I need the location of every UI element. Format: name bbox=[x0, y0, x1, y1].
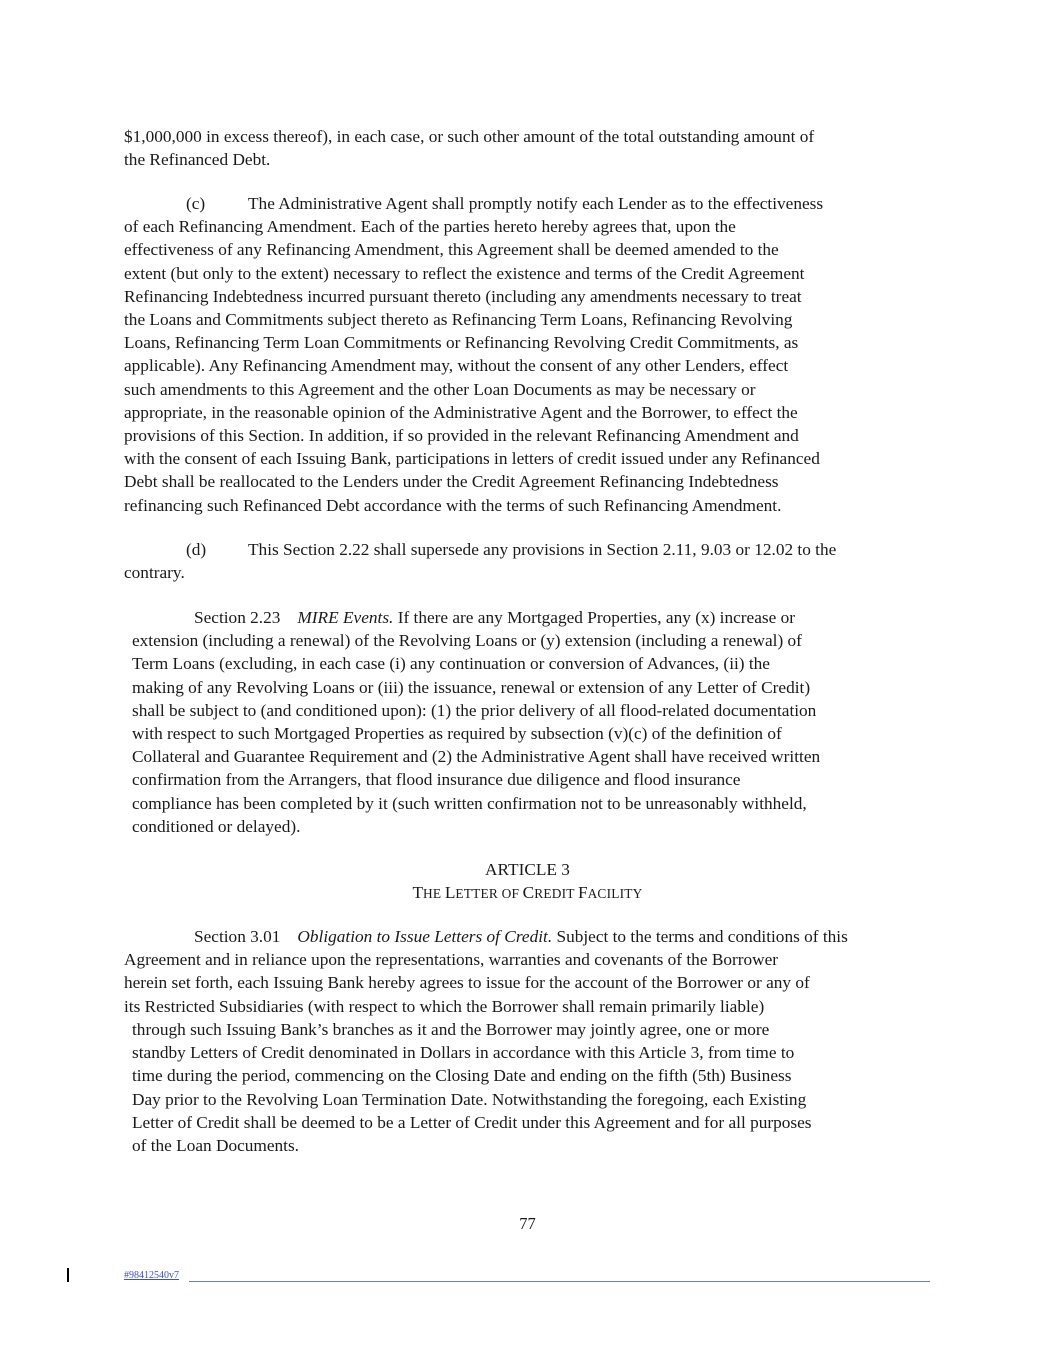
paragraph-d-line: contrary. bbox=[124, 563, 185, 583]
section-3-01-number: Section 3.01 bbox=[194, 927, 281, 946]
text-line: of each Refinancing Amendment. Each of the parties hereto hereby agrees that, upon the bbox=[124, 217, 736, 237]
paragraph-continuation bbox=[124, 125, 814, 171]
text-line: herein set forth, each Issuing Bank hereby agrees to issue for the account of the Borrower or any of bbox=[124, 973, 810, 993]
text-line: extent (but only to the extent) necessary to reflect the existence and terms of the Credit Agreement bbox=[124, 263, 805, 283]
text-line: $1,000,000 in excess thereof), in each case, or such other amount of the total outstanding amount of bbox=[124, 127, 815, 146]
article-title-initial: T bbox=[412, 883, 424, 902]
text-line: such amendments to this Agreement and the other Loan Documents as may be necessary or bbox=[124, 379, 756, 399]
section-2-23-first-line: Section 2.23 MIRE Events. If there are any Mortgaged Properties, any (x) increase or bbox=[194, 608, 795, 627]
text-line: refinancing such Refinanced Debt accordance with the terms of such Refinancing Amendment. bbox=[124, 495, 782, 515]
page-number: 77 bbox=[519, 1214, 536, 1233]
footer-rule bbox=[189, 1281, 930, 1282]
article-title-rest: REDIT bbox=[534, 886, 578, 901]
article-title-rest: ACILITY bbox=[587, 886, 643, 901]
article-number: ARTICLE 3 bbox=[485, 860, 570, 879]
text-line: Agreement and in reliance upon the representations, warranties and covenants of the Borrower bbox=[124, 950, 779, 970]
text-line: applicable). Any Refinancing Amendment may, without the consent of any other Lenders, effect bbox=[124, 356, 789, 376]
text-line: extension (including a renewal) of the Revolving Loans or (y) extension (including a renewal) of bbox=[132, 631, 802, 651]
paragraph-c bbox=[124, 192, 823, 517]
text-line: effectiveness of any Refinancing Amendment, this Agreement shall be deemed amended to the bbox=[124, 240, 779, 260]
text-line: compliance has been completed by it (such written confirmation not to be unreasonably withheld, bbox=[132, 793, 807, 813]
text-line: shall be subject to (and conditioned upon): (1) the prior delivery of all flood-related documentation bbox=[132, 700, 817, 720]
section-2-23 bbox=[132, 606, 820, 838]
article-title-initial: L bbox=[444, 883, 456, 902]
text-line: Collateral and Guarantee Requirement and (2) the Administrative Agent shall have received written bbox=[132, 747, 821, 767]
text-line: Refinancing Indebtedness incurred pursuant thereto (including any amendments necessary to treat bbox=[124, 286, 802, 306]
section-3-01-first-line: Section 3.01 Obligation to Issue Letters of Credit. Subject to the terms and conditions of this bbox=[194, 927, 848, 946]
section-3-01 bbox=[124, 925, 848, 1018]
footer-document-id: #98412540v7 bbox=[124, 1270, 179, 1281]
text-line: Loans, Refinancing Term Loan Commitments or Refinancing Revolving Credit Commitments, as bbox=[124, 333, 799, 353]
paragraph-d-label: (d) bbox=[186, 540, 207, 559]
text-line: Day prior to the Revolving Loan Termination Date. Notwithstanding the foregoing, each Existing bbox=[132, 1089, 807, 1109]
text-line: conditioned or delayed). bbox=[132, 816, 301, 836]
paragraph-c-label: (c) bbox=[186, 194, 206, 213]
paragraph-d bbox=[124, 538, 836, 584]
text-line: Debt shall be reallocated to the Lenders under the Credit Agreement Refinancing Indebtedness bbox=[124, 472, 779, 492]
article-title-rest: HE bbox=[423, 886, 445, 901]
article-title-initial: C bbox=[522, 883, 535, 902]
text-line: time during the period, commencing on the Closing Date and ending on the fifth (5th) Business bbox=[132, 1066, 792, 1086]
text-line: the Refinanced Debt. bbox=[124, 150, 271, 170]
section-3-01-continued bbox=[132, 1018, 812, 1157]
text-line: the Loans and Commitments subject thereto as Refinancing Term Loans, Refinancing Revolving bbox=[124, 310, 793, 330]
text-line: making of any Revolving Loans or (iii) the issuance, renewal or extension of any Letter of Credit) bbox=[132, 677, 811, 697]
paragraph-c-first-line: (c) The Administrative Agent shall promptly notify each Lender as to the effectiveness bbox=[124, 192, 823, 215]
text-line: Letter of Credit shall be deemed to be a Letter of Credit under this Agreement and for all purposes bbox=[132, 1112, 812, 1132]
text-line: its Restricted Subsidiaries (with respect to which the Borrower shall remain primarily liable) bbox=[124, 996, 765, 1016]
text-line: Term Loans (excluding, in each case (i) any continuation or conversion of Advances, (ii) the bbox=[132, 654, 770, 674]
text-line: of the Loan Documents. bbox=[132, 1136, 300, 1156]
section-3-01-title: Obligation to Issue Letters of Credit. bbox=[297, 927, 553, 946]
text-line: with the consent of each Issuing Bank, participations in letters of credit issued under any Refinanced bbox=[124, 449, 820, 469]
section-2-23-title: MIRE Events. bbox=[297, 608, 394, 627]
article-title-rest: ETTER OF bbox=[455, 886, 523, 901]
text-line: standby Letters of Credit denominated in Dollars in accordance with this Article 3, from time to bbox=[132, 1043, 795, 1063]
text-line: through such Issuing Bank’s branches as it and the Borrower may jointly agree, one or more bbox=[132, 1020, 770, 1039]
revision-bar bbox=[67, 1268, 69, 1282]
text-line: confirmation from the Arrangers, that flood insurance due diligence and flood insurance bbox=[132, 770, 741, 790]
paragraph-d-first-line: (d) This Section 2.22 shall supersede any provisions in Section 2.11, 9.03 or 12.02 to the bbox=[124, 538, 836, 561]
text-line: with respect to such Mortgaged Properties as required by subsection (v)(c) of the definition of bbox=[132, 724, 782, 744]
article-title-initial: F bbox=[577, 883, 588, 902]
text-line: provisions of this Section. In addition, if so provided in the relevant Refinancing Amendment and bbox=[124, 426, 799, 446]
article-title bbox=[0, 881, 1055, 905]
section-2-23-number: Section 2.23 bbox=[194, 608, 281, 627]
text-line: appropriate, in the reasonable opinion of the Administrative Agent and the Borrower, to effect the bbox=[124, 402, 798, 422]
